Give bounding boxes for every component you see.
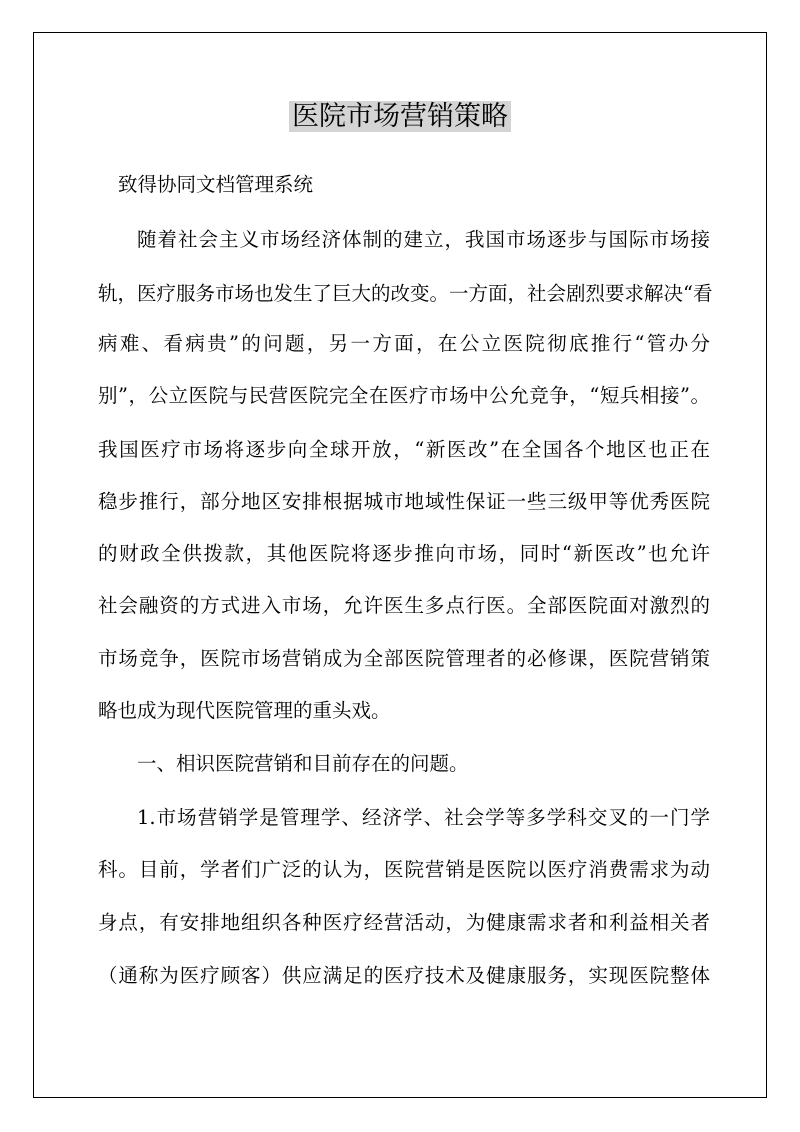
paragraph-line: 病难、看病贵”的问题，另一方面，在公立医院彻底推行“管办分 [98,332,710,355]
paragraph-line: 的财政全供拨款，其他医院将逐步推向市场，同时“新医改”也允许 [98,542,710,565]
paragraph-line: （通称为医疗顾客）供应满足的医疗技术及健康服务，实现医院整体 [98,964,710,987]
document-title [0,97,800,137]
paragraph-line: 身点，有安排地组织各种医疗经营活动，为健康需求者和利益相关者 [98,911,710,934]
paragraph-line: 稳步推行，部分地区安排根据城市地域性保证一些三级甲等优秀医院 [98,490,710,513]
paragraph-line: 市场竞争，医院市场营销成为全部医院管理者的必修课，医院营销策 [98,647,710,670]
section-heading: 一、相识医院营销和目前存在的问题。 [137,752,469,775]
paragraph-line: 科。目前，学者们广泛的认为，医院营销是医院以医疗消费需求为动 [98,858,710,881]
paragraph-line: 社会融资的方式进入市场，允许医生多点行医。全部医院面对激烈的 [98,594,710,617]
paragraph-line: 1.市场营销学是管理学、经济学、社会学等多学科交叉的一门学 [137,806,710,829]
paragraph-line: 随着社会主义市场经济体制的建立，我国市场逐步与国际市场接 [137,228,710,251]
paragraph-line: 我国医疗市场将逐步向全球开放，“新医改”在全国各个地区也正在 [98,438,710,461]
paragraph-line: 略也成为现代医院管理的重头戏。 [98,699,391,722]
document-title-text: 医院市场营销策略 [289,101,511,132]
paragraph-line: 别”，公立医院与民营医院完全在医疗市场中公允竞争，“短兵相接”。 [98,384,710,407]
paragraph-line: 轨，医疗服务市场也发生了巨大的改变。一方面，社会剧烈要求解决“看 [98,282,713,305]
document-subtitle: 致得协同文档管理系统 [118,173,314,196]
